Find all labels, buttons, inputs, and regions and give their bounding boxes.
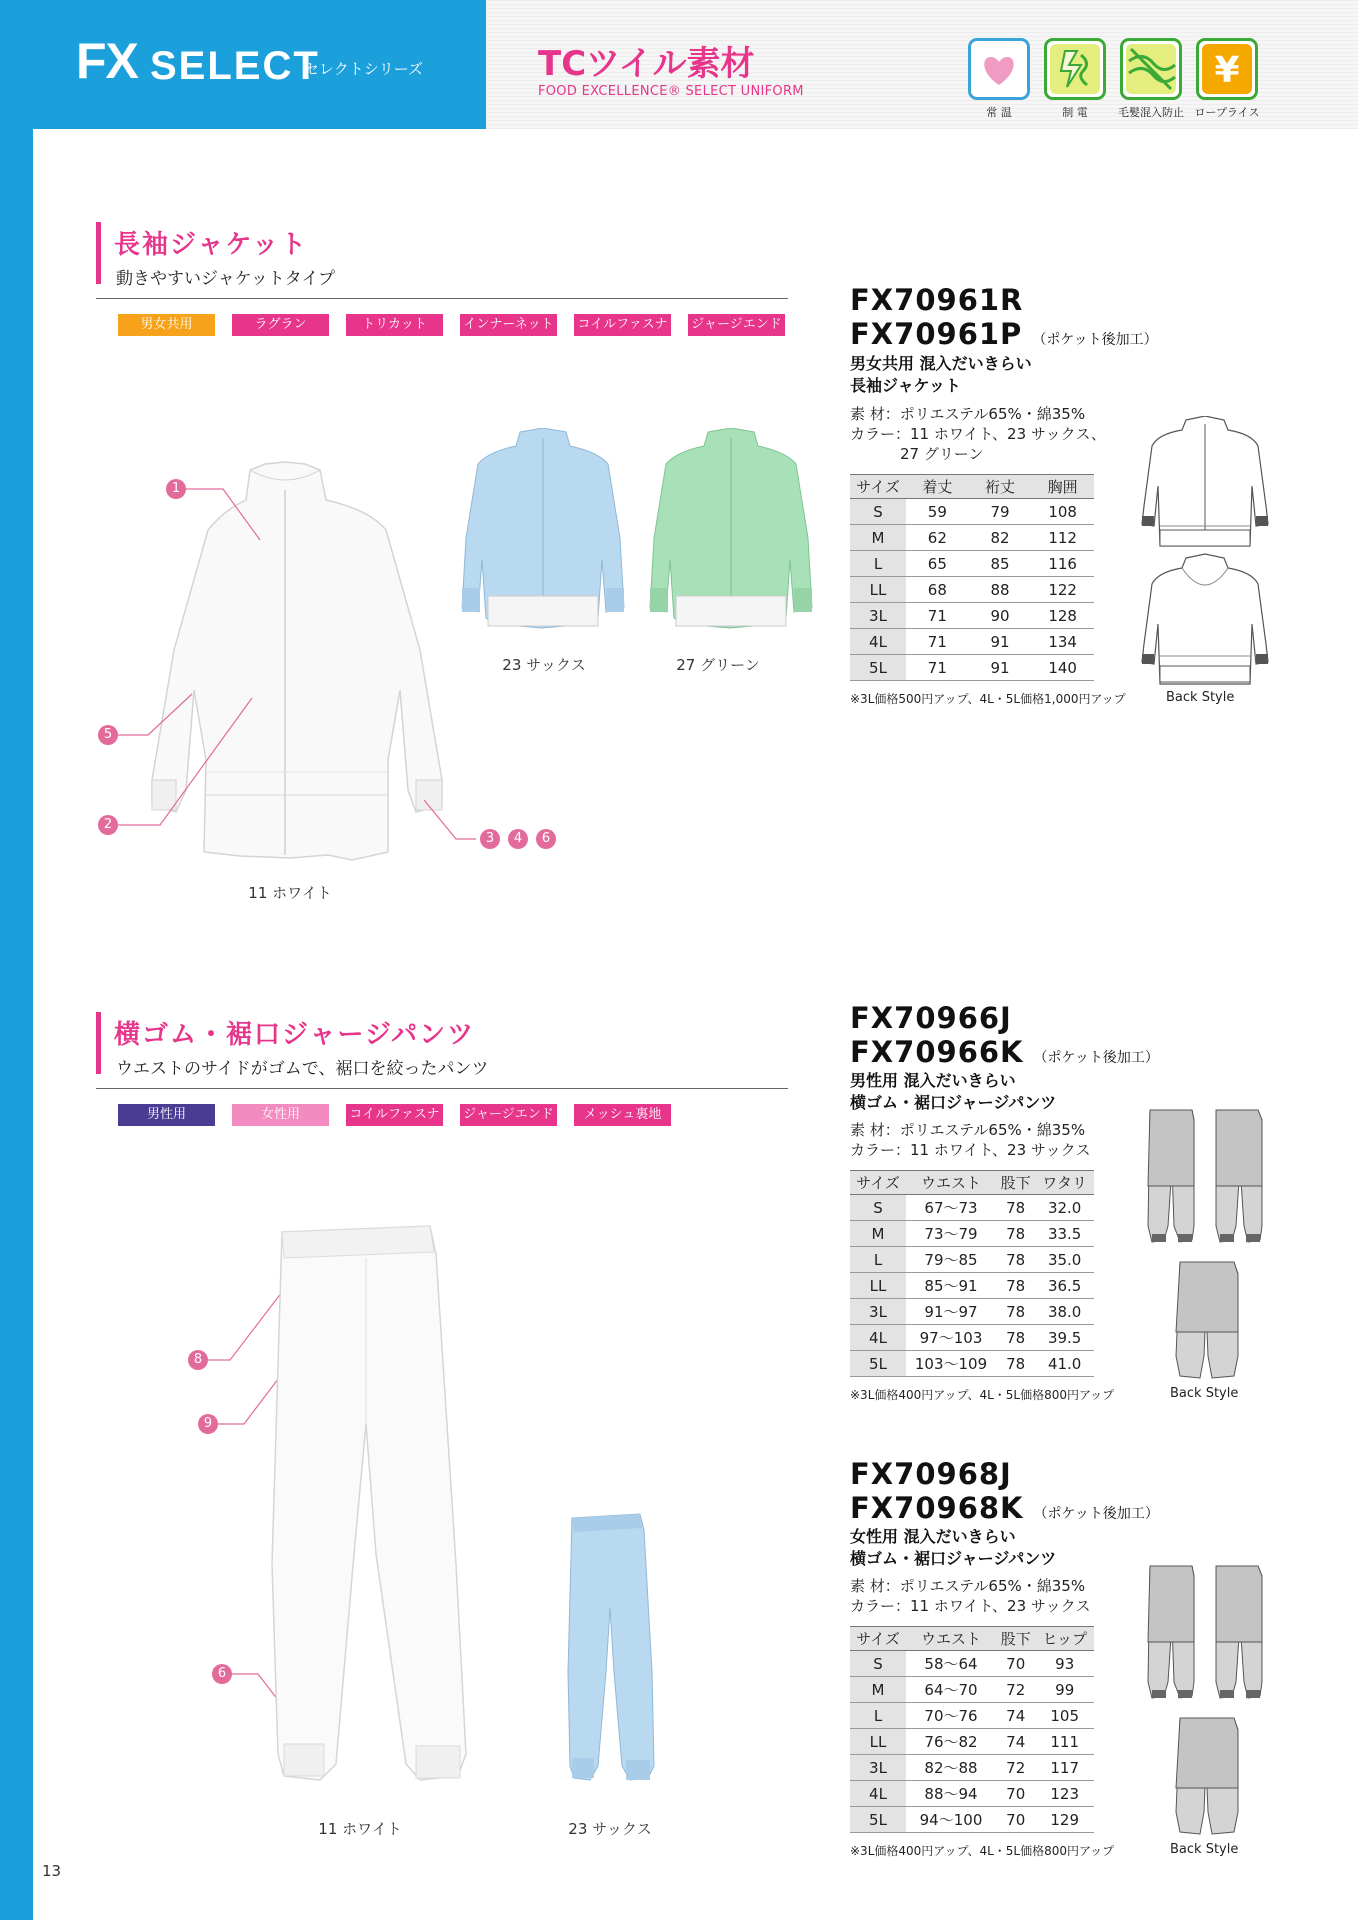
cell: 73～79	[906, 1221, 996, 1247]
cell: 85～91	[906, 1273, 996, 1299]
cell: 112	[1031, 525, 1094, 551]
th-inseam: 股下	[996, 1171, 1035, 1195]
th-size: サイズ	[850, 475, 906, 499]
cell: 140	[1031, 655, 1094, 681]
cell: 99	[1035, 1677, 1094, 1703]
table-row	[850, 1247, 1094, 1273]
cell: 3L	[850, 603, 906, 629]
product1-size-table	[850, 474, 1094, 681]
cell: 39.5	[1035, 1325, 1094, 1351]
product2a-code-k: FX70966K	[850, 1035, 1024, 1069]
cell: 71	[906, 603, 969, 629]
th-hip: ヒップ	[1035, 1627, 1094, 1651]
cell: 116	[1031, 551, 1094, 577]
page-number: 13	[42, 1862, 62, 1880]
series-label: セレクトシリーズ	[304, 60, 423, 78]
table-row	[850, 1703, 1094, 1729]
cell: 129	[1035, 1807, 1094, 1833]
section2-divider	[96, 1088, 788, 1089]
material-subtitle: FOOD EXCELLENCE® SELECT UNIFORM	[538, 84, 804, 99]
cell: L	[850, 1247, 906, 1273]
product2a-size-table	[850, 1170, 1094, 1377]
table-row	[850, 1273, 1094, 1299]
callout-5: 5	[98, 725, 118, 745]
cell: 4L	[850, 1781, 906, 1807]
callout-9: 9	[198, 1414, 218, 1434]
cell: 88～94	[906, 1781, 996, 1807]
cell: 79	[969, 499, 1032, 525]
cell: 78	[996, 1221, 1035, 1247]
cell: 74	[996, 1729, 1035, 1755]
cell: 88	[969, 577, 1032, 603]
cell: 5L	[850, 1807, 906, 1833]
cell: 76～82	[906, 1729, 996, 1755]
section2-title: 横ゴム・裾口ジャージパンツ	[114, 1020, 476, 1050]
table-row	[850, 1755, 1094, 1781]
product2a-code-j: FX70966J	[850, 1001, 1012, 1035]
feature-label-room-temp: 常 温	[986, 106, 1012, 119]
table-row	[850, 1651, 1094, 1677]
product1-price-note: ※3L価格500円アップ、4L・5L価格1,000円アップ	[850, 692, 1126, 706]
cell: 82	[969, 525, 1032, 551]
tag-coil-zipper: コイルファスナー	[346, 1104, 443, 1126]
th-size: サイズ	[850, 1627, 906, 1651]
cell: 4L	[850, 629, 906, 655]
tag-womens: 女性用	[232, 1104, 329, 1126]
product1-name-1: 男女共用 混入だいきらい	[850, 354, 1032, 373]
cell: 90	[969, 603, 1032, 629]
table-row	[850, 1299, 1094, 1325]
jacket-front-drawing	[1140, 416, 1270, 686]
product2b-name-2: 横ゴム・裾口ジャージパンツ	[850, 1549, 1057, 1568]
cell: 91～97	[906, 1299, 996, 1325]
product2b-size-table	[850, 1626, 1094, 1833]
svg-text:¥: ¥	[1214, 50, 1240, 91]
table-row	[850, 525, 1094, 551]
product1-code-r: FX70961R	[850, 283, 1024, 317]
cell: 41.0	[1035, 1351, 1094, 1377]
table-row	[850, 499, 1094, 525]
sax-pants-image	[566, 1512, 656, 1788]
cell: 111	[1035, 1729, 1094, 1755]
product2b-back-style: Back Style	[1170, 1842, 1239, 1857]
product2a-material: 素 材：ポリエステル65%・綿35%	[850, 1121, 1086, 1139]
product2a-code-k-row	[850, 1035, 1159, 1069]
cell: 35.0	[1035, 1247, 1094, 1273]
tag-mesh-lining: メッシュ裏地	[574, 1104, 671, 1126]
cell: 32.0	[1035, 1195, 1094, 1221]
cell: 79～85	[906, 1247, 996, 1273]
product2a-code-note: （ポケット後加工）	[1033, 1050, 1159, 1066]
table-row	[850, 603, 1094, 629]
feature-label-low-price: ロープライス	[1194, 106, 1260, 119]
feature-label-antistatic: 制 電	[1062, 106, 1088, 119]
cell: L	[850, 1703, 906, 1729]
cell: 68	[906, 577, 969, 603]
table-row	[850, 1325, 1094, 1351]
cell: 128	[1031, 603, 1094, 629]
cell: 117	[1035, 1755, 1094, 1781]
cell: 93	[1035, 1651, 1094, 1677]
cell: 78	[996, 1351, 1035, 1377]
product2a-back-style: Back Style	[1170, 1386, 1239, 1401]
cell: 65	[906, 551, 969, 577]
th-thigh: ワタリ	[1035, 1171, 1094, 1195]
brand-logo-fx: FX	[76, 33, 138, 89]
cell: 105	[1035, 1703, 1094, 1729]
th-length: 着丈	[906, 475, 969, 499]
cell: LL	[850, 1729, 906, 1755]
table-row	[850, 1729, 1094, 1755]
cell: 91	[969, 629, 1032, 655]
product2b-name-1: 女性用 混入だいきらい	[850, 1527, 1016, 1546]
cell: 134	[1031, 629, 1094, 655]
product2b-price-note: ※3L価格400円アップ、4L・5L価格800円アップ	[850, 1844, 1115, 1858]
pants-main-caption: 11 ホワイト	[318, 1820, 402, 1838]
cell: M	[850, 1221, 906, 1247]
cell: 94～100	[906, 1807, 996, 1833]
cell: 67～73	[906, 1195, 996, 1221]
product2b-code-note: （ポケット後加工）	[1033, 1506, 1159, 1522]
brand-logo-select: SELECT	[150, 44, 320, 88]
tag-unisex: 男女共用	[118, 314, 215, 336]
product2a-price-note: ※3L価格400円アップ、4L・5L価格800円アップ	[850, 1388, 1115, 1402]
table-row	[850, 1807, 1094, 1833]
tag-raglan: ラグラン	[232, 314, 329, 336]
cell: 85	[969, 551, 1032, 577]
green-caption: 27 グリーン	[676, 656, 760, 674]
callout-1: 1	[166, 479, 186, 499]
section2-accent	[96, 1012, 101, 1074]
product1-colors-1: カラー：11 ホワイト、23 サックス、	[850, 425, 1106, 443]
callout-6b: 6	[212, 1664, 232, 1684]
cell: 70	[996, 1781, 1035, 1807]
cell: 3L	[850, 1299, 906, 1325]
th-inseam: 股下	[996, 1627, 1035, 1651]
cell: 91	[969, 655, 1032, 681]
table-row	[850, 551, 1094, 577]
cell: 38.0	[1035, 1299, 1094, 1325]
callout-8: 8	[188, 1350, 208, 1370]
mens-pants-drawing	[1146, 1106, 1266, 1384]
cell: 3L	[850, 1755, 906, 1781]
product1-code-p: FX70961P	[850, 317, 1023, 351]
cell: 62	[906, 525, 969, 551]
cell: 78	[996, 1195, 1035, 1221]
cell: 103～109	[906, 1351, 996, 1377]
cell: 72	[996, 1677, 1035, 1703]
callout-2: 2	[98, 815, 118, 835]
cell: 97～103	[906, 1325, 996, 1351]
product1-back-style: Back Style	[1166, 690, 1235, 705]
product2a-name-1: 男性用 混入だいきらい	[850, 1071, 1016, 1090]
product2b-code-j: FX70968J	[850, 1457, 1012, 1491]
section2-desc: ウエストのサイドがゴムで、裾口を絞ったパンツ	[116, 1059, 489, 1079]
product1-code-note: （ポケット後加工）	[1032, 332, 1158, 348]
feature-label-hair-guard: 毛髪混入防止	[1118, 106, 1184, 119]
cell: S	[850, 1195, 906, 1221]
cell: 70	[996, 1807, 1035, 1833]
cell: 33.5	[1035, 1221, 1094, 1247]
tag-inner-net: インナーネット	[460, 314, 557, 336]
section1-desc: 動きやすいジャケットタイプ	[116, 269, 335, 289]
cell: 78	[996, 1299, 1035, 1325]
cell: S	[850, 499, 906, 525]
cell: 64～70	[906, 1677, 996, 1703]
cell: M	[850, 525, 906, 551]
cell: LL	[850, 577, 906, 603]
jacket-main-caption: 11 ホワイト	[248, 884, 332, 902]
tag-jersey-end: ジャージエンド	[460, 1104, 557, 1126]
cell: 4L	[850, 1325, 906, 1351]
cell: 122	[1031, 577, 1094, 603]
cell: S	[850, 1651, 906, 1677]
table-row	[850, 1221, 1094, 1247]
table-row	[850, 1781, 1094, 1807]
th-waist: ウエスト	[906, 1627, 996, 1651]
th-sleeve: 裄丈	[969, 475, 1032, 499]
cell: 78	[996, 1273, 1035, 1299]
sax-pants-caption: 23 サックス	[568, 1820, 652, 1838]
cell: 59	[906, 499, 969, 525]
womens-pants-drawing	[1146, 1562, 1266, 1840]
cell: M	[850, 1677, 906, 1703]
cell: 72	[996, 1755, 1035, 1781]
product1-material: 素 材：ポリエステル65%・綿35%	[850, 405, 1086, 423]
cell: 123	[1035, 1781, 1094, 1807]
product2b-code-k: FX70968K	[850, 1491, 1024, 1525]
tag-tricut: トリカット	[346, 314, 443, 336]
table-row	[850, 577, 1094, 603]
callout-4: 4	[508, 829, 528, 849]
table-row	[850, 1195, 1094, 1221]
th-waist: ウエスト	[906, 1171, 996, 1195]
table-row	[850, 1351, 1094, 1377]
cell: 71	[906, 655, 969, 681]
tag-mens: 男性用	[118, 1104, 215, 1126]
th-chest: 胸囲	[1031, 475, 1094, 499]
cell: 82～88	[906, 1755, 996, 1781]
cell: LL	[850, 1273, 906, 1299]
cell: 70～76	[906, 1703, 996, 1729]
table-row	[850, 1677, 1094, 1703]
callout-3: 3	[480, 829, 500, 849]
table-row	[850, 629, 1094, 655]
cell: 78	[996, 1247, 1035, 1273]
material-title: TCツイル素材	[538, 44, 755, 84]
cell: 58～64	[906, 1651, 996, 1677]
product2b-material: 素 材：ポリエステル65%・綿35%	[850, 1577, 1086, 1595]
product1-colors-2: 27 グリーン	[900, 445, 984, 463]
product2b-colors: カラー：11 ホワイト、23 サックス	[850, 1597, 1091, 1615]
tag-coil-zipper: コイルファスナー	[574, 314, 671, 336]
callout-6: 6	[536, 829, 556, 849]
cell: 70	[996, 1651, 1035, 1677]
cell: 78	[996, 1325, 1035, 1351]
product1-code-p-row	[850, 317, 1158, 351]
cell: 108	[1031, 499, 1094, 525]
table-row	[850, 655, 1094, 681]
tag-jersey-end: ジャージエンド	[688, 314, 785, 336]
product2a-colors: カラー：11 ホワイト、23 サックス	[850, 1141, 1091, 1159]
cell: 36.5	[1035, 1273, 1094, 1299]
product1-name-2: 長袖ジャケット	[850, 376, 961, 395]
cell: 71	[906, 629, 969, 655]
sax-caption: 23 サックス	[502, 656, 586, 674]
product2a-name-2: 横ゴム・裾口ジャージパンツ	[850, 1093, 1057, 1112]
section1-title: 長袖ジャケット	[114, 230, 309, 260]
cell: 5L	[850, 655, 906, 681]
cell: 74	[996, 1703, 1035, 1729]
white-pants-image	[270, 1224, 470, 1794]
cell: L	[850, 551, 906, 577]
cell: 5L	[850, 1351, 906, 1377]
product2b-code-k-row	[850, 1491, 1159, 1525]
th-size: サイズ	[850, 1171, 906, 1195]
